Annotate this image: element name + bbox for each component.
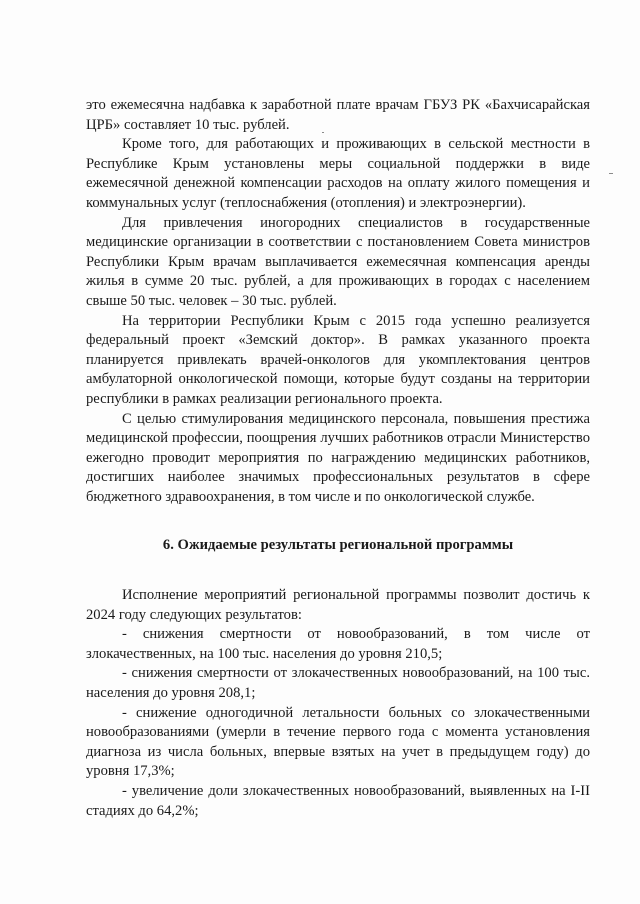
- paragraph-continuation: это ежемесячна надбавка к заработной плате врачам ГБУЗ РК «Бахчисарайская ЦРБ» составляет 10 тыс. рублей.: [86, 97, 590, 133]
- paragraph-rural-support: Кроме того, для работающих и проживающих в сельской местности в Республике Крым установлены меры социальной поддержки в виде ежемесячной денежной компенсации расходов на оплату жилого помещения и коммунальных услуг (теплоснабжения (отопления) и электроэнергии).: [86, 136, 590, 211]
- paragraph-awards: С целью стимулирования медицинского персонала, повышения престижа медицинской профессии, поощрения лучших работников отрасли Министерство ежегодно проводит мероприятия по награждению медицинских работников, достигших наиболее значимых профессиональных результатов в сфере бюджетного здравоохранения, в том числе и по онкологической службе.: [86, 410, 590, 505]
- list-item-result-one-year-lethality: - снижение одногодичной летальности больных со злокачественными новообразованиями (умерли в течение первого года с момента установления диагноза из числа больных, впервые взятых на учет в предыдущем году) до уровня 17,3%;: [86, 704, 590, 780]
- paragraph-nonresident-specialists: Для привлечения иногородних специалистов в государственные медицинские организации в соответствии с постановлением Совета министров Республики Крым врачам выплачивается ежемесячная компенсация аренды жилья в сумме 20 тыс. рублей, а для проживающих в городах с населением свыше 50 тыс. человек – 30 тыс. рублей.: [86, 214, 590, 309]
- paragraph-zemsky-doctor: На территории Республики Крым с 2015 года успешно реализуется федеральный проект «Земский доктор». В рамках указанного проекта планируется привлекать врачей-онкологов для укомплектования центров амбулаторной онкологической помощи, которые будут созданы на территории республики в рамках реализации регионального проекта.: [86, 312, 590, 407]
- list-item-result-early-detection: - увеличение доли злокачественных новообразований, выявленных на I-II стадиях до 64,2%;: [86, 783, 590, 819]
- list-item-result-malignant-mortality: - снижения смертности от злокачественных новообразований, на 100 тыс. населения до уровня 208,1;: [86, 665, 590, 702]
- scan-speck: [322, 132, 324, 133]
- scan-speck: [609, 173, 613, 174]
- paragraph-results-intro: Исполнение мероприятий региональной программы позволит достичь к 2024 году следующих результатов:: [86, 587, 590, 623]
- list-item-result-mortality: - снижения смертности от новообразований, в том числе от злокачественных, на 100 тыс. населения до уровня 210,5;: [86, 626, 590, 662]
- section-heading: 6. Ожидаемые результаты региональной программы: [162, 537, 514, 554]
